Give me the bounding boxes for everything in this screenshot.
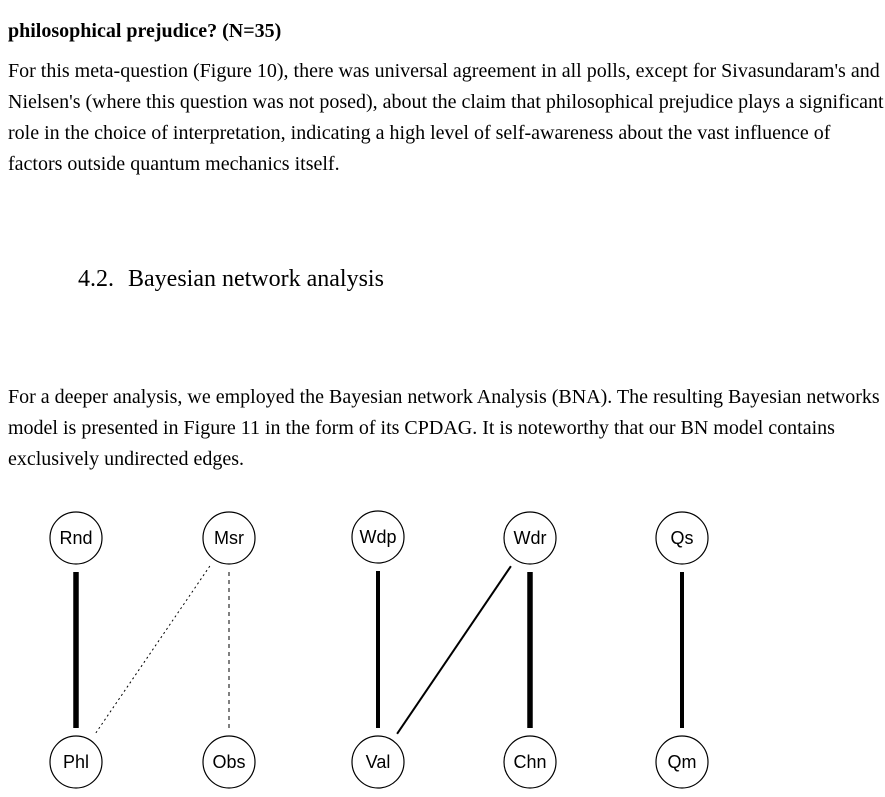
node-label: Wdr bbox=[513, 528, 547, 548]
node-obs bbox=[203, 736, 255, 788]
node-msr bbox=[203, 512, 255, 564]
node-qs bbox=[656, 512, 708, 564]
node-label: Wdp bbox=[359, 527, 397, 547]
edge-msr-phl bbox=[95, 566, 210, 734]
node-label: Rnd bbox=[59, 528, 93, 548]
node-label: Chn bbox=[513, 752, 547, 772]
node-chn bbox=[504, 736, 556, 788]
bayesian-network-diagram bbox=[0, 500, 885, 797]
node-label: Qm bbox=[667, 752, 697, 772]
node-rnd bbox=[50, 512, 102, 564]
node-label: Phl bbox=[62, 752, 90, 772]
paragraph-meta-question: For this meta-question (Figure 10), there was universal agreement in all polls, except for Sivasundaram's and Nielsen's (where this question was not posed), about the claim that philosophical prejudice plays a significant role in the choice of interpretation, indicating a high level of self-awareness about the vast influence of factors outside quantum mechanics itself. bbox=[8, 60, 884, 175]
section-title: Bayesian network analysis bbox=[128, 266, 384, 292]
node-phl bbox=[50, 736, 102, 788]
node-wdp bbox=[352, 511, 404, 563]
section-heading bbox=[78, 263, 384, 295]
network-edges bbox=[76, 566, 682, 734]
node-label: Val bbox=[365, 752, 391, 772]
question-heading: philosophical prejudice? (N=35) bbox=[8, 20, 282, 42]
node-val bbox=[352, 736, 404, 788]
paragraph-bna: For a deeper analysis, we employed the Bayesian network Analysis (BNA). The resulting Bayesian networks model is presented in Figure 11 in the form of its CPDAG. It is noteworthy that our BN model contains exclusively undirected edges. bbox=[8, 386, 880, 470]
node-qm bbox=[656, 736, 708, 788]
node-label: Qs bbox=[670, 528, 694, 548]
node-label: Msr bbox=[214, 528, 244, 548]
section-number: 4.2. bbox=[78, 266, 114, 292]
edge-wdr-val bbox=[397, 566, 511, 734]
node-wdr bbox=[504, 512, 556, 564]
node-label: Obs bbox=[212, 752, 246, 772]
